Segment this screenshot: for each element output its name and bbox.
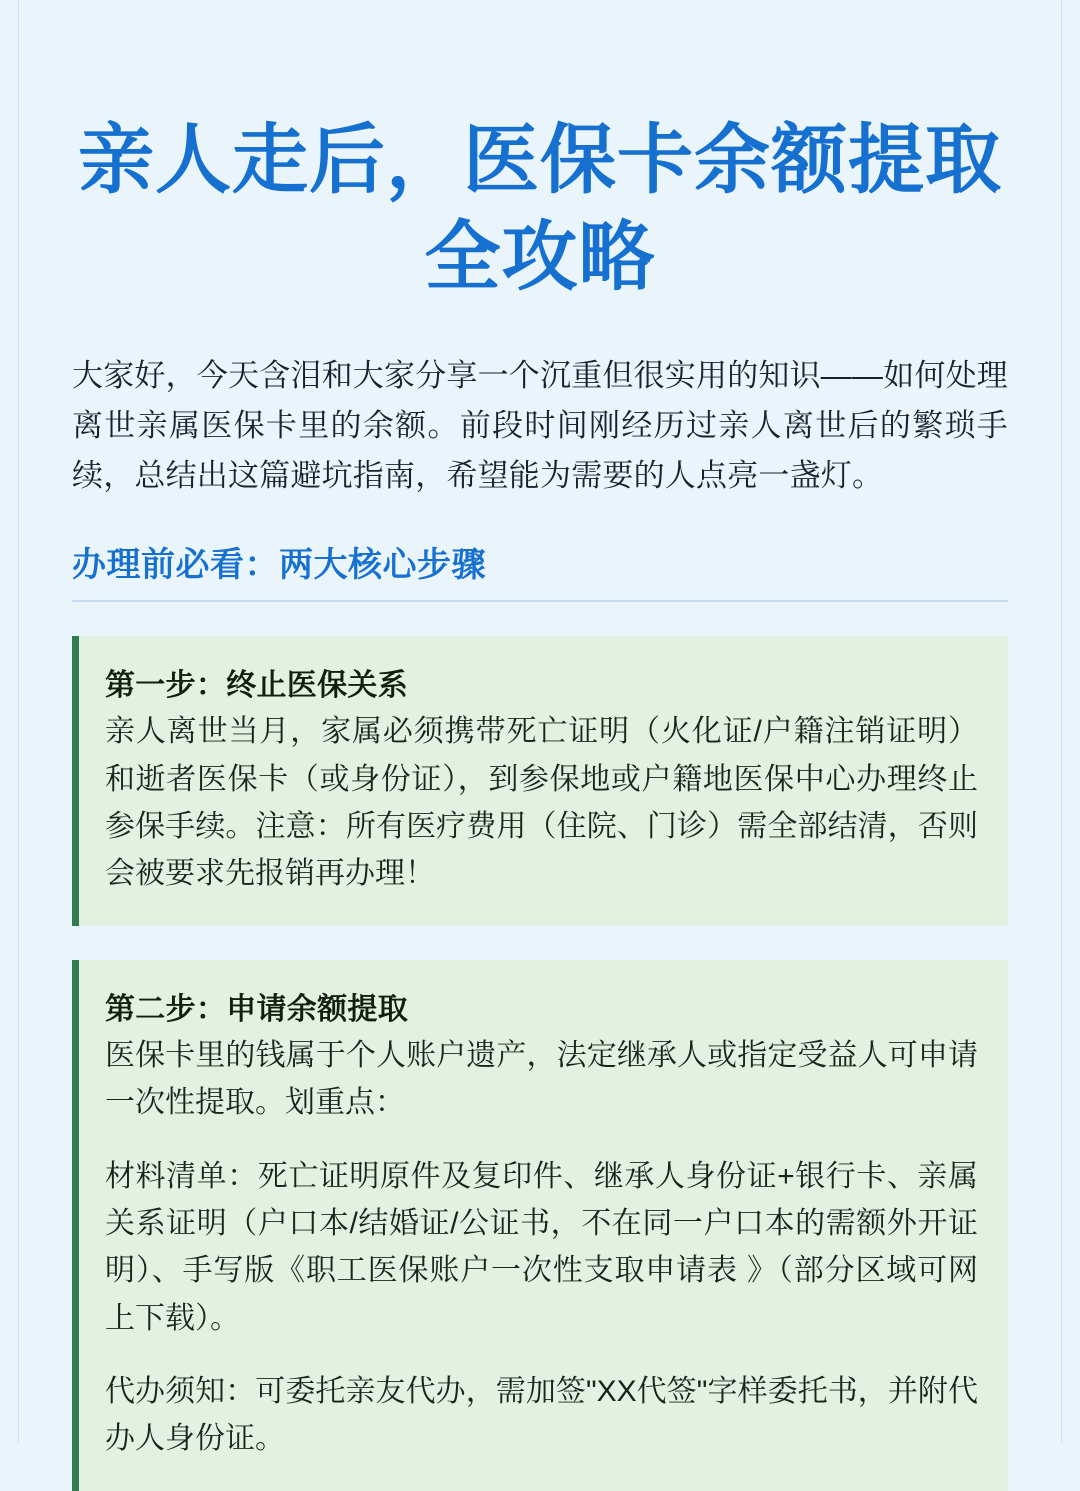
right-edge-line bbox=[1061, 0, 1062, 1443]
intro-paragraph: 大家好，今天含泪和大家分享一个沉重但很实用的知识——如何处理离世亲属医保卡里的余额。前段时间刚经历过亲人离世后的繁琐手续，总结出这篇避坑指南，希望能为需要的人点亮一盏灯。 bbox=[72, 357, 1008, 493]
section-divider bbox=[72, 600, 1008, 602]
step-two-paragraph-2: 材料清单：死亡证明原件及复印件、继承人身份证+银行卡、亲属关系证明（户口本/结婚证/公证书，不在同一户口本的需额外开证明）、手写版《职工医保账户一次性支取申请表 》（部分区域可网上下载）。 bbox=[105, 1159, 978, 1335]
step-two-paragraph-3: 代办须知：可委托亲友代办，需加签"XX代签"字样委托书，并附代办人身份证。 bbox=[105, 1375, 978, 1456]
left-edge-line bbox=[18, 0, 19, 1443]
section-heading: 办理前必看：两大核心步骤 bbox=[72, 546, 486, 585]
step-card-one bbox=[72, 636, 1008, 926]
step-one-paragraph-1: 亲人离世当月，家属必须携带死亡证明（火化证/户籍注销证明）和逝者医保卡（或身份证），到参保地或户籍地医保中心办理终止参保手续。注意：所有医疗费用（住院、门诊）需全部结清，否则会被要求先报销再办理！ bbox=[105, 715, 978, 891]
step-one-title: 第一步：终止医保关系 bbox=[105, 669, 408, 703]
step-two-paragraph-1: 医保卡里的钱属于个人账户遗产，法定继承人或指定受益人可申请一次性提取。划重点： bbox=[105, 1038, 978, 1120]
page-title: 亲人走后，医保卡余额提取全攻略 bbox=[78, 118, 1002, 301]
step-two-title: 第二步：申请余额提取 bbox=[105, 992, 408, 1026]
step-card-two bbox=[72, 960, 1008, 1491]
